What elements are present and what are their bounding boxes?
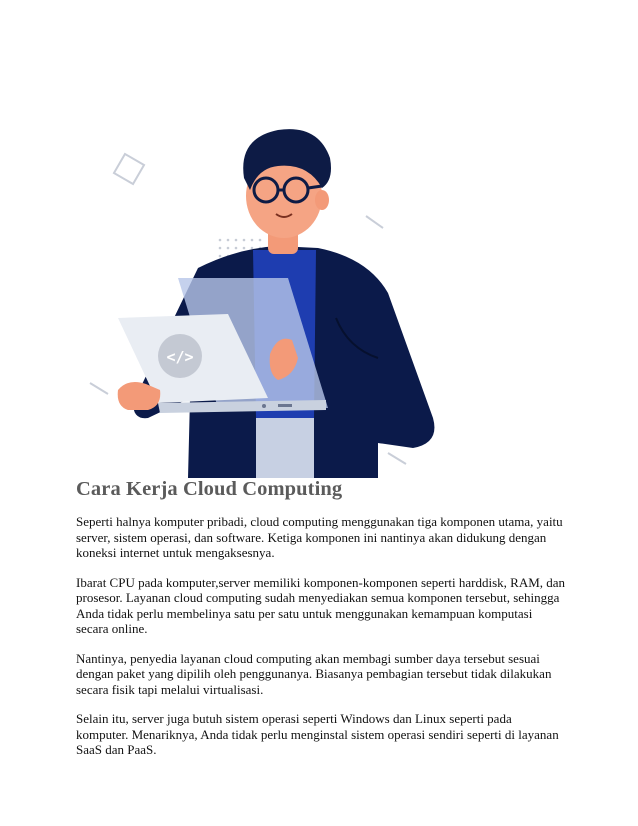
paragraph: Selain itu, server juga butuh sistem operasi seperti Windows dan Linux seperti pada komputer. Menariknya, Anda tidak perlu menginstal sistem operasi sendiri seperti di layanan SaaS dan PaaS. [76,711,559,757]
section-heading: Cara Kerja Cloud Computing [76,478,343,500]
code-symbol-icon: </> [166,348,194,366]
decor-square-icon [114,154,144,184]
decor-line [90,383,108,394]
laptop-port [278,404,292,407]
laptop-led [262,404,266,408]
paragraph: Ibarat CPU pada komputer,server memiliki komponen-komponen seperti harddisk, RAM, dan prosesor. Layanan cloud computing sudah menyediakan semua komponen tersebut, sehingga Anda tidak perlu membelinya satu per satu untuk menggunakan kemampuan komputasi secara online. [76,574,566,636]
developer-illustration [78,118,478,478]
paragraph: Nantinya, penyedia layanan cloud computing akan membagi sumber daya tersebut sesuai dengan paket yang dipilih oleh penggunanya. Biasanya pembagian tersebut tidak dilakukan secara fisik tapi melalui virtualisasi. [76,650,552,697]
decor-line [388,453,406,464]
shirt-lower [256,418,314,478]
decor-line [366,216,383,228]
article-body [76,514,566,772]
ear [315,190,329,210]
paragraph: Seperti halnya komputer pribadi, cloud computing menggunakan tiga komponen utama, yaitu server, sistem operasi, dan software. Ketiga komponen ini nantinya akan didukung dengan koneksi internet untuk mengaksesnya. [76,514,563,560]
